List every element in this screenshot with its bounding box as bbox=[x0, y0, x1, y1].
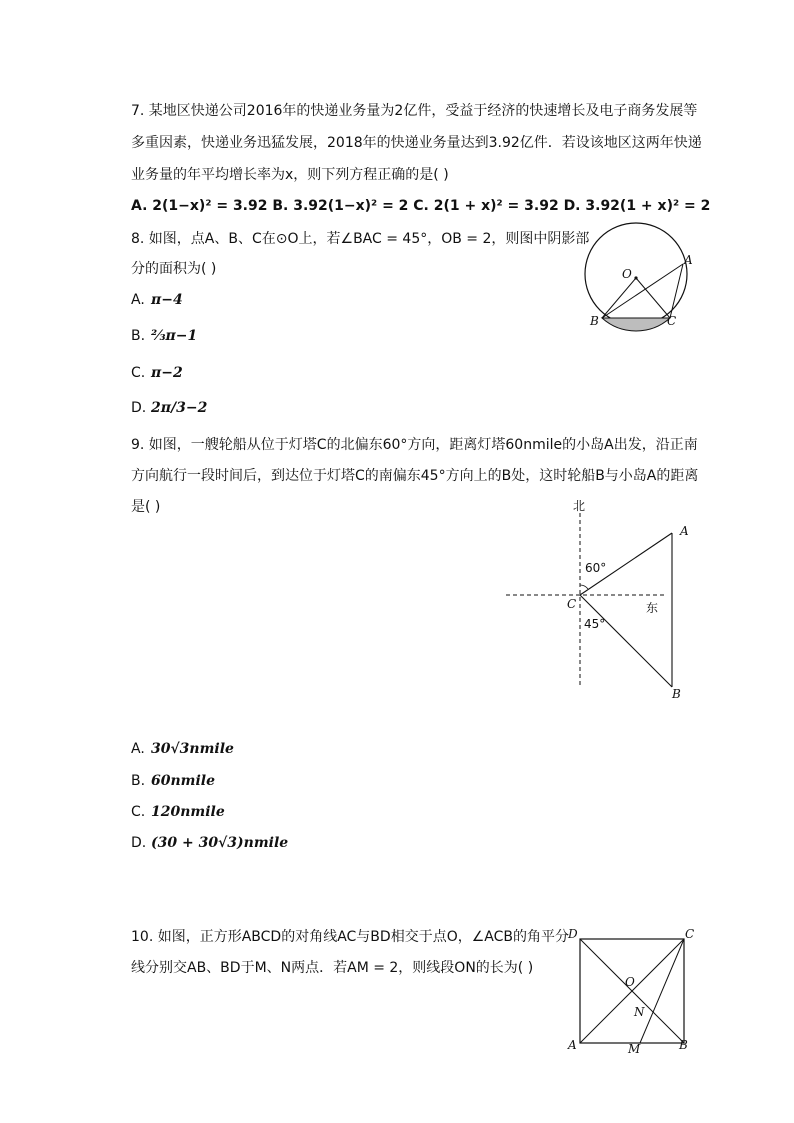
q10-line-2: 线分别交AB、BD于M、N两点．若AM = 2，则线段ON的长为( ) bbox=[131, 960, 534, 976]
q9-angle-60: 60° bbox=[585, 561, 607, 575]
q9-figure bbox=[500, 495, 700, 705]
q8-option-d-label: D. bbox=[131, 400, 147, 416]
q10-label-n: N bbox=[634, 1005, 645, 1019]
q8-option-b bbox=[131, 326, 197, 346]
q8-option-d-text: 2π/3−2 bbox=[151, 400, 208, 416]
q10-label-d: D bbox=[568, 927, 578, 941]
q7-line-2: 多重因素，快递业务迅猛发展，2018年的快递业务量达到3.92亿件．若设该地区这两年快递 bbox=[131, 135, 702, 151]
q9-north-label: 北 bbox=[573, 499, 586, 513]
q9-label-b: B bbox=[672, 687, 681, 701]
q8-line-ab bbox=[602, 264, 683, 318]
q8-label-b: B bbox=[590, 314, 599, 328]
q10-label-c: C bbox=[685, 927, 695, 941]
q8-option-a-label: A. bbox=[131, 292, 145, 308]
q9-option-a bbox=[131, 739, 234, 759]
q9-option-d-label: D. bbox=[131, 835, 147, 851]
q8-option-a-text: π−4 bbox=[151, 292, 183, 308]
q9-line-cb bbox=[580, 595, 672, 687]
q9-option-a-text: 30√3nmile bbox=[151, 741, 234, 757]
q8-option-c-label: C. bbox=[131, 365, 146, 381]
q9-label-c: C bbox=[567, 597, 577, 611]
q9-option-c-text: 120nmile bbox=[151, 804, 225, 820]
q8-option-a bbox=[131, 290, 183, 310]
q9-label-a: A bbox=[680, 524, 689, 538]
q8-line-2: 分的面积为( ) bbox=[131, 261, 217, 277]
q7-line-1: 7. 某地区快递公司2016年的快递业务量为2亿件，受益于经济的快速增长及电子商务发展等 bbox=[131, 103, 698, 119]
q10-label-a: A bbox=[568, 1038, 577, 1052]
q8-figure bbox=[580, 226, 700, 336]
q7-options: A. 2(1−x)² = 3.92 B. 3.92(1−x)² = 2 C. 2(1 + x)² = 3.92 D. 3.92(1 + x)² = 2 bbox=[131, 198, 711, 214]
q9-line-1: 9. 如图，一艘轮船从位于灯塔C的北偏东60°方向，距离灯塔60nmile的小岛A出发，沿正南 bbox=[131, 437, 698, 453]
q8-option-b-text: ⅔π−1 bbox=[151, 328, 198, 344]
q9-option-b bbox=[131, 771, 215, 791]
q8-option-b-label: B. bbox=[131, 328, 146, 344]
q8-option-d bbox=[131, 398, 207, 418]
q9-option-a-label: A. bbox=[131, 741, 145, 757]
q9-option-b-label: B. bbox=[131, 773, 146, 789]
q8-label-a: A bbox=[684, 253, 693, 267]
q9-angle-arc bbox=[580, 585, 588, 589]
q9-east-label: 东 bbox=[646, 601, 659, 615]
q9-option-c bbox=[131, 802, 225, 822]
q9-line-3: 是( ) bbox=[131, 499, 161, 515]
q10-bisector-cm bbox=[640, 939, 684, 1043]
q9-angle-45: 45° bbox=[584, 617, 606, 631]
q8-center-dot bbox=[634, 276, 637, 279]
q9-line-2: 方向航行一段时间后，到达位于灯塔C的南偏东45°方向上的B处，这时轮船B与小岛A的距离 bbox=[131, 468, 699, 484]
q10-label-b: B bbox=[679, 1038, 688, 1052]
q8-line-1: 8. 如图，点A、B、C在⊙O上，若∠BAC = 45°，OB = 2，则图中阴影部 bbox=[131, 231, 590, 247]
q10-label-m: M bbox=[628, 1042, 641, 1056]
q8-line-ac bbox=[670, 264, 683, 318]
q8-label-o: O bbox=[622, 267, 632, 281]
q10-line-1: 10. 如图，正方形ABCD的对角线AC与BD相交于点O，∠ACB的角平分 bbox=[131, 929, 569, 945]
q9-option-b-text: 60nmile bbox=[151, 773, 216, 789]
q8-option-c bbox=[131, 363, 183, 383]
q8-option-c-text: π−2 bbox=[151, 365, 183, 381]
q9-option-d bbox=[131, 833, 288, 853]
q10-figure bbox=[566, 925, 700, 1059]
q9-option-c-label: C. bbox=[131, 804, 146, 820]
q8-shaded-segment bbox=[602, 318, 670, 331]
q7-line-3: 业务量的年平均增长率为x，则下列方程正确的是( ) bbox=[131, 167, 449, 183]
q10-label-o: O bbox=[625, 975, 635, 989]
q8-line-ob bbox=[602, 278, 636, 318]
q9-option-d-text: (30 + 30√3)nmile bbox=[151, 835, 289, 851]
q8-label-c: C bbox=[667, 314, 677, 328]
